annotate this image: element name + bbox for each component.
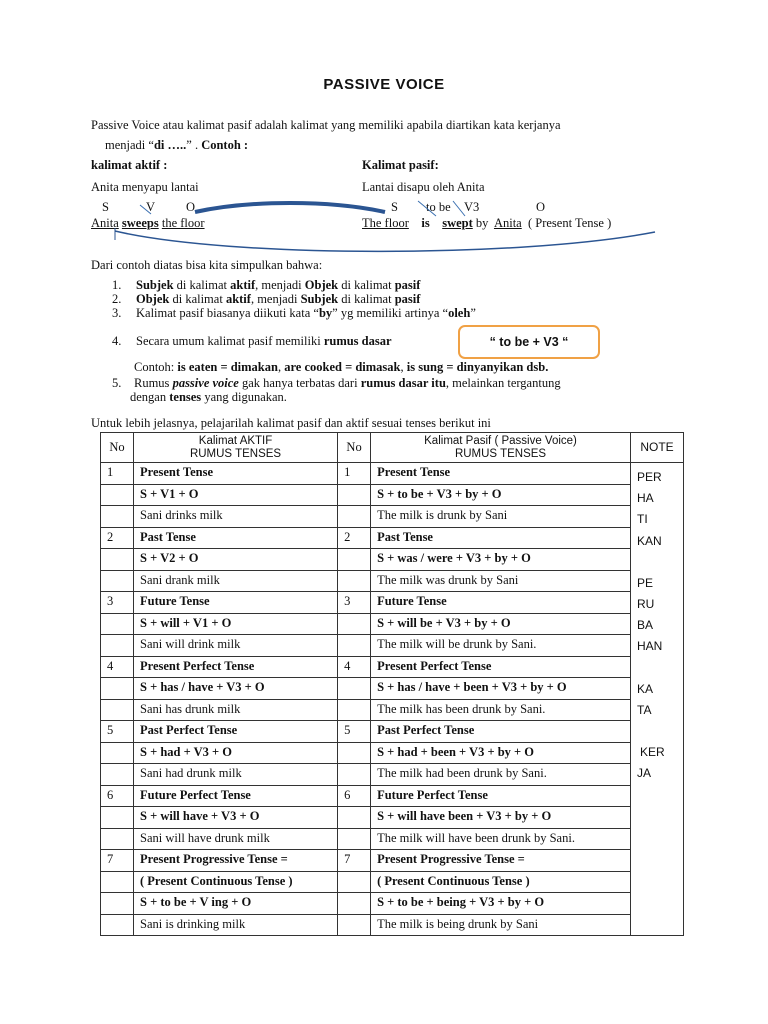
intro-text: menjadi “: [105, 138, 154, 152]
active-cell: [134, 893, 338, 915]
table-row: [101, 656, 684, 678]
active-cell-text: S + has / have + V3 + O: [140, 680, 265, 694]
active-cell: Sani drank milk: [134, 570, 338, 592]
passive-no-cell: 5: [338, 721, 371, 743]
point-1: [112, 278, 420, 293]
intro-line-1: Passive Voice atau kalimat pasif adalah kalimat yang memiliki apabila diartikan kata kerjanya: [91, 118, 561, 132]
table-row: [101, 592, 684, 614]
active-cell: [134, 721, 338, 743]
passive-no-cell: [338, 764, 371, 786]
passive-cell: [371, 785, 631, 807]
passive-no-cell: [338, 635, 371, 657]
contoh-bold: is eaten = dimakan: [177, 360, 278, 374]
curve-subject-to-object: [115, 231, 655, 251]
point-text: di kalimat: [169, 292, 226, 306]
point-number: 4.: [112, 334, 122, 348]
word-subject: The floor: [362, 216, 409, 230]
active-cell-text: Present Progressive Tense =: [140, 852, 288, 866]
point-text: yang digunakan.: [201, 390, 287, 404]
point-text: Secara umum kalimat pasif memiliki: [136, 334, 324, 348]
point-bold: oleh: [448, 306, 471, 320]
passive-cell: [371, 850, 631, 872]
passive-cell: [371, 807, 631, 829]
passive-no-cell: [338, 613, 371, 635]
passive-cell: [371, 893, 631, 915]
header-note: NOTE: [631, 433, 684, 463]
point-number: 3.: [112, 306, 122, 320]
passive-cell-text: ( Present Continuous Tense ): [377, 873, 530, 888]
point-text: , menjadi: [250, 292, 301, 306]
point-bold: pasif: [394, 292, 421, 306]
passive-no-cell: [338, 742, 371, 764]
active-no-cell: [101, 506, 134, 528]
active-no-cell: 1: [101, 463, 134, 485]
active-cell-text: Present Tense: [140, 465, 214, 479]
word-by: by: [475, 216, 489, 230]
point-bold: Subjek: [300, 292, 339, 306]
table-row: [101, 527, 684, 549]
note-line: TI: [637, 512, 648, 527]
contoh-label: Contoh:: [134, 360, 178, 374]
passive-no-cell: [338, 828, 371, 850]
active-no-cell: 5: [101, 721, 134, 743]
active-no-cell: 3: [101, 592, 134, 614]
point-2: [112, 292, 420, 307]
active-no-cell: [101, 893, 134, 915]
header-active-sub: RUMUS TENSES: [189, 447, 282, 460]
active-no-cell: 2: [101, 527, 134, 549]
passive-cell: [371, 742, 631, 764]
label-v3: V3: [464, 200, 480, 214]
point-bold: tenses: [169, 390, 202, 404]
passive-cell: The milk is drunk by Sani: [371, 506, 631, 528]
passive-cell: [371, 484, 631, 506]
header-active: [134, 433, 338, 463]
passive-cell-text: Present Progressive Tense =: [377, 852, 525, 866]
passive-cell-text: S + was / were + V3 + by + O: [377, 551, 531, 565]
table-row: [101, 699, 684, 721]
point-text: di kalimat: [338, 292, 395, 306]
table-row: [101, 742, 684, 764]
intro-text: ” .: [186, 138, 202, 152]
conclusion-intro: Dari contoh diatas bisa kita simpulkan bahwa:: [91, 258, 323, 272]
active-cell: [134, 549, 338, 571]
passive-no-cell: [338, 678, 371, 700]
passive-no-cell: [338, 871, 371, 893]
active-no-cell: [101, 635, 134, 657]
active-cell: [134, 850, 338, 872]
passive-cell-text: S + will have been + V3 + by + O: [377, 809, 552, 823]
intro-contoh: Contoh :: [201, 138, 249, 152]
note-line: HA: [637, 491, 654, 506]
point-text: di kalimat: [173, 278, 231, 292]
active-cell: Sani will have drunk milk: [134, 828, 338, 850]
header-passive-title: Kalimat Pasif ( Passive Voice): [424, 434, 577, 447]
passive-no-cell: [338, 893, 371, 915]
point-bold: rumus dasar: [323, 334, 392, 348]
header-passive: [371, 433, 631, 463]
active-cell: [134, 742, 338, 764]
point-text: , menjadi: [255, 278, 305, 292]
active-no-cell: [101, 828, 134, 850]
active-cell-text: S + had + V3 + O: [140, 744, 232, 759]
active-cell-text: S + V2 + O: [140, 551, 199, 565]
table-intro: Untuk lebih jelasnya, pelajarilah kalimat pasif dan aktif sesuai tenses berikut ini: [91, 416, 491, 430]
passive-no-cell: 6: [338, 785, 371, 807]
active-cell: [134, 807, 338, 829]
point-bold-italic: passive voice: [172, 376, 239, 390]
label-v: V: [146, 200, 156, 214]
table-row: [101, 785, 684, 807]
active-cell: Sani had drunk milk: [134, 764, 338, 786]
point-bold: Subjek: [136, 278, 174, 292]
passive-no-cell: [338, 484, 371, 506]
active-no-cell: [101, 742, 134, 764]
point-number: 2.: [112, 292, 122, 306]
passive-no-cell: 1: [338, 463, 371, 485]
note-line: BA: [637, 618, 654, 633]
intro-di: di …..: [153, 138, 187, 152]
passive-no-cell: 4: [338, 656, 371, 678]
header-no-2: No: [338, 433, 371, 463]
passive-no-cell: [338, 549, 371, 571]
word-subject: Anita: [91, 216, 119, 230]
passive-cell: The milk will have been drunk by Sani.: [371, 828, 631, 850]
curve-object-to-subject: [195, 203, 385, 212]
passive-cell: [371, 463, 631, 485]
header-passive-sub: RUMUS TENSES: [454, 447, 547, 460]
note-line: HAN: [637, 639, 663, 654]
active-no-cell: [101, 570, 134, 592]
point-number: 5.: [112, 376, 122, 390]
arrow-tobe: [418, 201, 436, 216]
label-o-passive: O: [536, 200, 546, 214]
active-cell: [134, 592, 338, 614]
active-no-cell: [101, 678, 134, 700]
active-cell-text: Future Perfect Tense: [140, 787, 251, 802]
active-cell: [134, 613, 338, 635]
table-row: [101, 463, 684, 485]
table-header-row: [101, 433, 684, 463]
active-no-cell: 6: [101, 785, 134, 807]
active-cell: [134, 871, 338, 893]
point-text: ” yg memiliki artinya “: [332, 306, 449, 320]
active-cell: Sani will drink milk: [134, 635, 338, 657]
passive-cell-text: Present Perfect Tense: [377, 658, 492, 673]
passive-cell-text: Future Tense: [377, 594, 447, 608]
passive-cell: The milk was drunk by Sani: [371, 570, 631, 592]
passive-cell: [371, 527, 631, 549]
word-verb: sweeps: [121, 216, 159, 230]
table-row: [101, 506, 684, 528]
passive-cell: [371, 678, 631, 700]
header-no: No: [101, 433, 134, 463]
passive-sentence: Lantai disapu oleh Anita: [362, 180, 485, 194]
label-tobe: to be: [426, 200, 451, 214]
active-no-cell: [101, 914, 134, 936]
table-row: [101, 549, 684, 571]
active-cell: Sani drinks milk: [134, 506, 338, 528]
point-4: [112, 334, 392, 349]
table-row: [101, 893, 684, 915]
active-no-cell: [101, 613, 134, 635]
passive-cell: The milk is being drunk by Sani: [371, 914, 631, 936]
active-cell: [134, 463, 338, 485]
active-cell: [134, 656, 338, 678]
table-row: [101, 764, 684, 786]
passive-cell: The milk has been drunk by Sani.: [371, 699, 631, 721]
note-line: KA: [637, 681, 654, 696]
table-row: [101, 721, 684, 743]
passive-cell: [371, 549, 631, 571]
passive-cell: [371, 613, 631, 635]
passive-cell-text: Future Perfect Tense: [377, 787, 488, 802]
passive-cell: [371, 721, 631, 743]
point-text: di kalimat: [338, 278, 395, 292]
contoh-bold: are cooked = dimasak: [284, 360, 401, 374]
arrow-v3: [453, 201, 465, 216]
active-cell: [134, 678, 338, 700]
table-row: [101, 678, 684, 700]
table-row: [101, 484, 684, 506]
note-line: JA: [637, 766, 652, 781]
active-cell: Sani has drunk milk: [134, 699, 338, 721]
table-row: [101, 613, 684, 635]
word-tobe: is: [421, 216, 430, 230]
active-no-cell: [101, 764, 134, 786]
passive-cell: The milk had been drunk by Sani.: [371, 764, 631, 786]
contoh-bold: is sung = dinyanyikan dsb.: [406, 360, 549, 374]
active-no-cell: [101, 484, 134, 506]
note-line: TA: [637, 702, 652, 717]
passive-cell-text: S + had + been + V3 + by + O: [377, 744, 535, 759]
passive-heading: Kalimat pasif:: [362, 158, 439, 172]
passive-no-cell: 7: [338, 850, 371, 872]
point-text: Rumus: [134, 376, 173, 390]
note-line: PE: [637, 575, 654, 590]
point-text: , melainkan tergantung: [445, 376, 561, 390]
point-text: gak hanya terbatas dari: [238, 376, 361, 390]
active-cell-text: Present Perfect Tense: [140, 658, 255, 673]
tenses-table: [100, 432, 684, 936]
contoh-text: ,: [277, 360, 285, 374]
point-bold: Objek: [136, 292, 170, 306]
point-bold: aktif: [230, 278, 256, 292]
point-text: ”: [470, 306, 476, 320]
passive-cell-text: Past Perfect Tense: [377, 723, 475, 737]
note-line: [637, 658, 677, 679]
page-title: PASSIVE VOICE: [323, 76, 445, 93]
formula-box: “ to be + V3 “: [458, 325, 600, 359]
word-object: the floor: [161, 216, 205, 230]
point-text: Kalimat pasif biasanya diikuti kata “: [136, 306, 319, 320]
word-v3: swept: [442, 216, 473, 230]
passive-cell-text: S + to be + being + V3 + by + O: [377, 895, 545, 909]
note-line: KAN: [637, 533, 662, 548]
active-cell-text: S + will + V1 + O: [140, 615, 232, 630]
passive-cell-text: Past Tense: [377, 529, 433, 544]
active-heading: kalimat aktif :: [91, 158, 168, 172]
active-sentence: Anita menyapu lantai: [91, 180, 199, 194]
contoh-line: [134, 360, 548, 375]
table-row: [101, 570, 684, 592]
active-cell-text: S + V1 + O: [140, 486, 199, 501]
active-cell: [134, 527, 338, 549]
note-line: RU: [637, 597, 655, 612]
example-arrows: [0, 0, 768, 260]
passive-no-cell: [338, 807, 371, 829]
active-cell: [134, 484, 338, 506]
active-no-cell: [101, 549, 134, 571]
active-no-cell: [101, 699, 134, 721]
active-cell: Sani is drinking milk: [134, 914, 338, 936]
note-line: KER: [640, 745, 665, 760]
passive-cell: The milk will be drunk by Sani.: [371, 635, 631, 657]
point-bold: aktif: [225, 292, 251, 306]
passive-no-cell: [338, 506, 371, 528]
table-row: [101, 807, 684, 829]
label-s: S: [102, 200, 109, 214]
point-bold: rumus dasar itu: [360, 376, 446, 390]
active-cell-text: S + will have + V3 + O: [140, 809, 260, 823]
label-s-passive: S: [391, 200, 398, 214]
table-row: [101, 871, 684, 893]
active-no-cell: 7: [101, 850, 134, 872]
passive-no-cell: [338, 699, 371, 721]
passive-no-cell: [338, 914, 371, 936]
point-bold: pasif: [394, 278, 421, 292]
table-row: [101, 635, 684, 657]
contoh-text: ,: [400, 360, 407, 374]
arrow-verb: [140, 205, 151, 214]
point-bold: Objek: [304, 278, 339, 292]
point-3: [112, 306, 476, 321]
passive-cell-text: Present Tense: [377, 465, 451, 479]
point-text: dengan: [130, 390, 170, 404]
active-cell-text: S + to be + V ing + O: [140, 895, 252, 909]
header-active-title: Kalimat AKTIF: [198, 434, 273, 447]
note-cell: [631, 463, 684, 936]
table-row: [101, 828, 684, 850]
active-no-cell: [101, 807, 134, 829]
active-cell: [134, 785, 338, 807]
passive-cell: [371, 656, 631, 678]
label-o: O: [186, 200, 196, 214]
passive-cell-text: S + will be + V3 + by + O: [377, 615, 511, 630]
note-line: [637, 552, 677, 573]
word-object: Anita: [493, 216, 522, 230]
note-line: PER: [637, 470, 662, 484]
tense-note: ( Present Tense ): [527, 216, 612, 230]
passive-cell: [371, 871, 631, 893]
passive-cell-text: S + has / have + been + V3 + by + O: [377, 680, 567, 694]
active-no-cell: [101, 871, 134, 893]
point-5: [112, 376, 561, 391]
passive-cell-text: S + to be + V3 + by + O: [377, 486, 502, 501]
active-cell-text: Past Tense: [140, 529, 196, 544]
note-line: [637, 721, 677, 742]
point-5-line-2: [130, 390, 287, 405]
point-number: 1.: [112, 278, 122, 292]
active-no-cell: 4: [101, 656, 134, 678]
passive-no-cell: [338, 570, 371, 592]
point-bold: by: [318, 306, 333, 320]
active-cell-text: ( Present Continuous Tense ): [140, 873, 293, 888]
active-cell-text: Past Perfect Tense: [140, 723, 238, 737]
table-row: [101, 850, 684, 872]
passive-cell: [371, 592, 631, 614]
table-row: [101, 914, 684, 936]
passive-no-cell: 3: [338, 592, 371, 614]
passive-no-cell: 2: [338, 527, 371, 549]
active-cell-text: Future Tense: [140, 594, 210, 608]
